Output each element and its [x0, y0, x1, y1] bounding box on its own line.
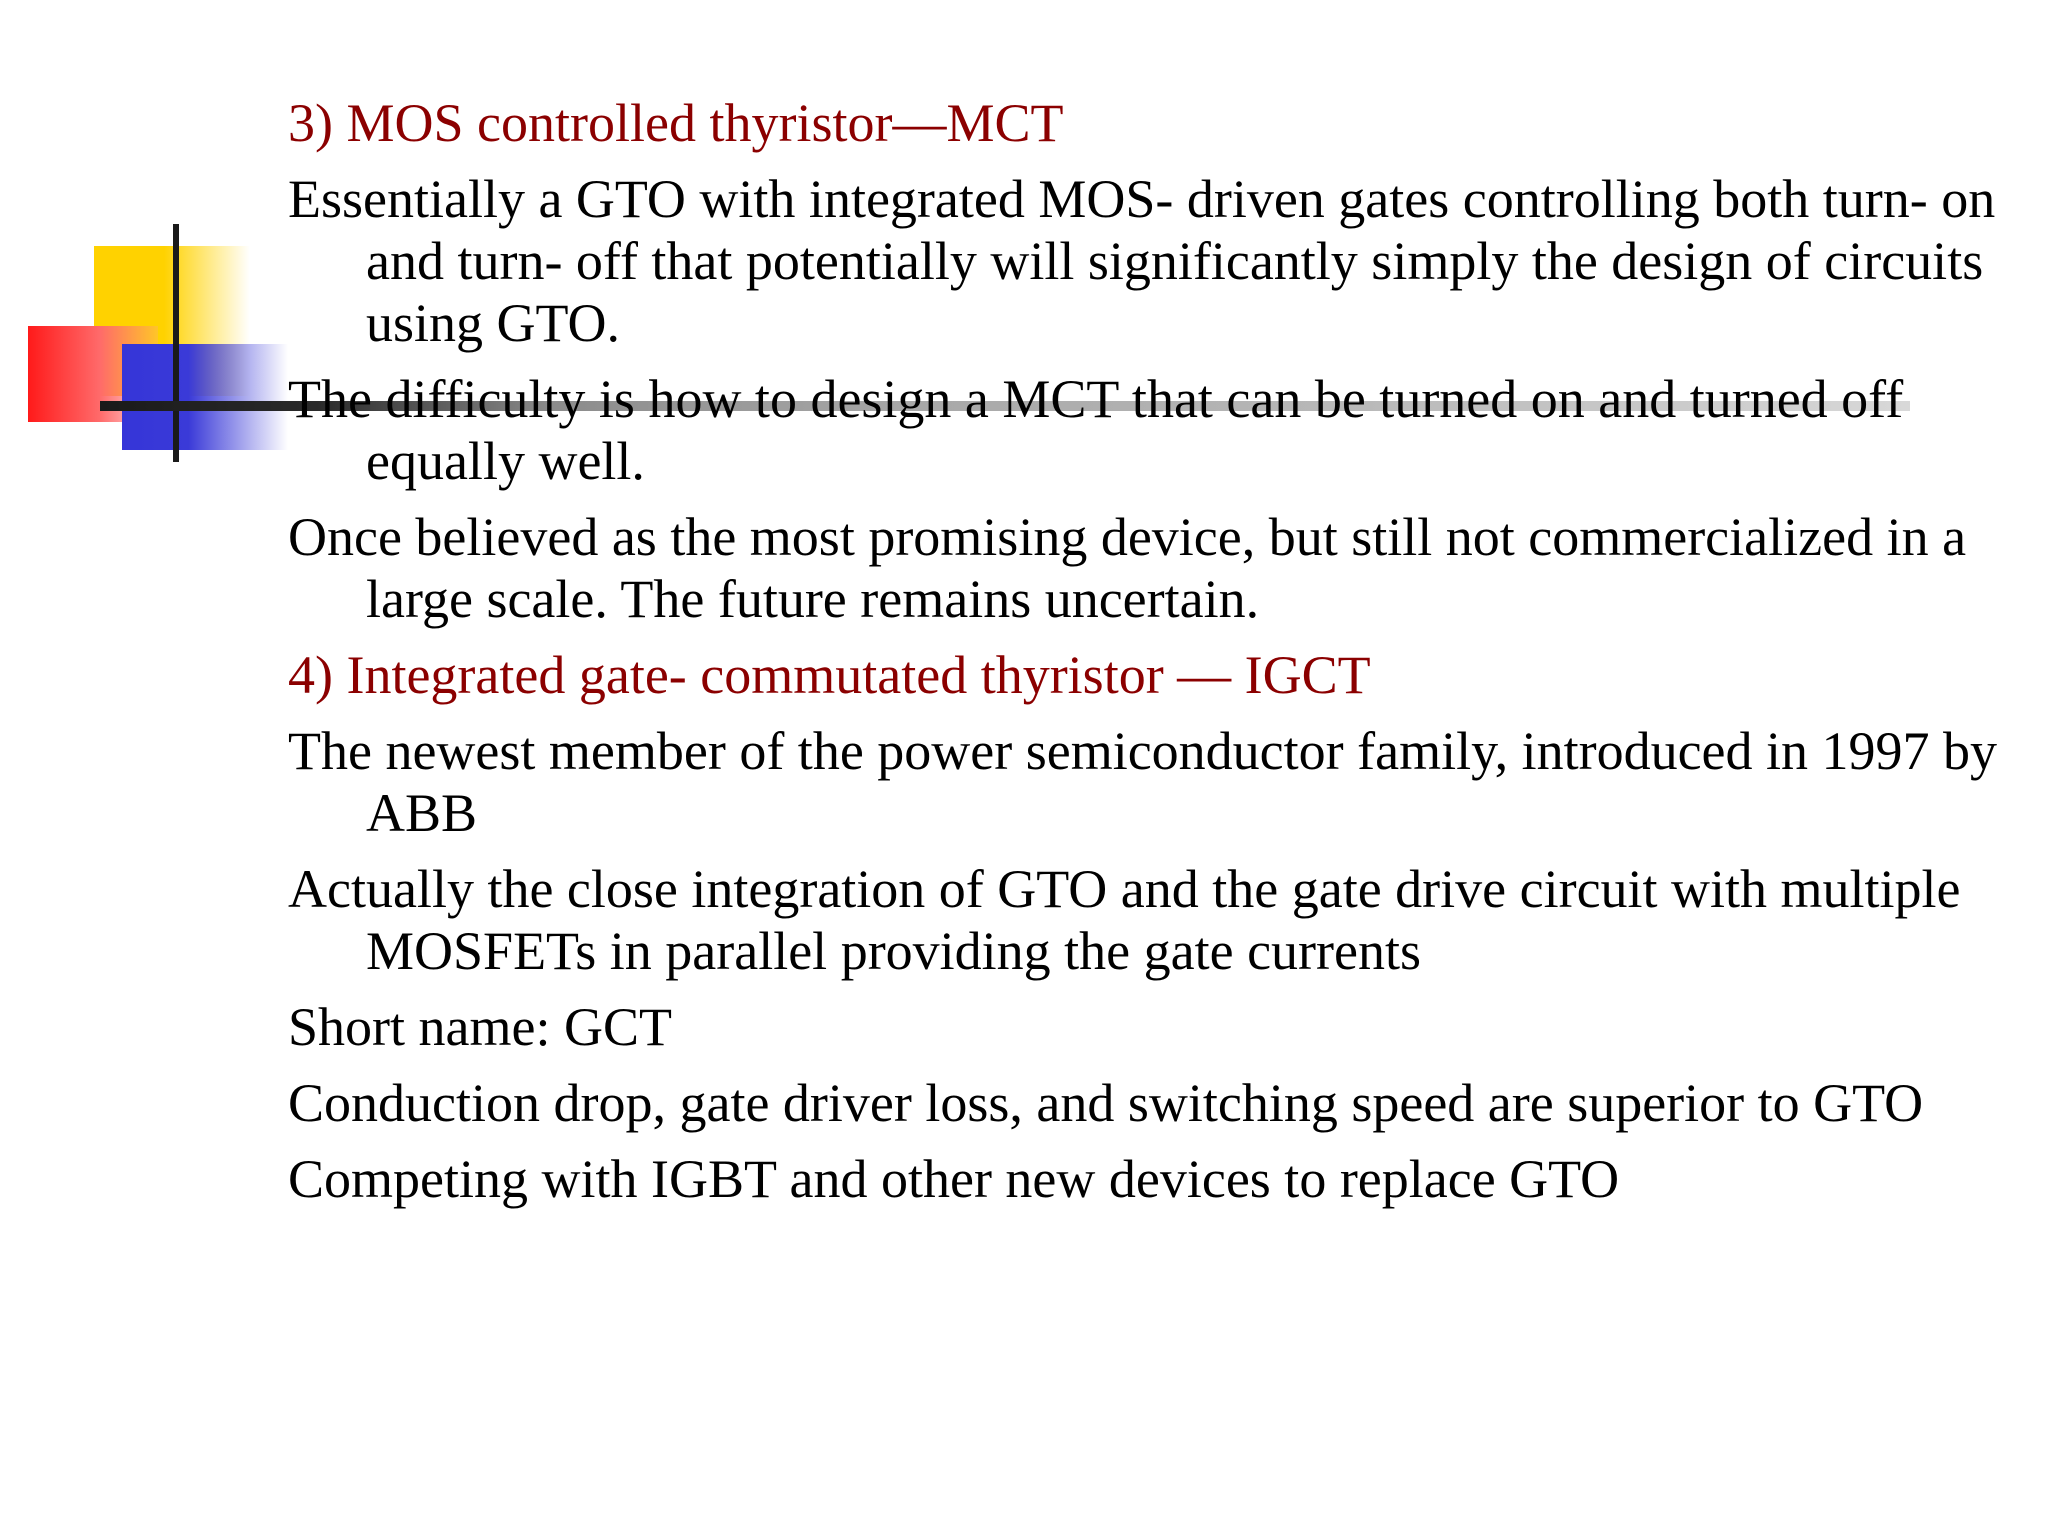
- igct-point-short-name: Short name: GCT: [288, 997, 672, 1057]
- igct-point-integration: Actually the close integration of GTO and the gate drive circuit with multiple MOSFETs in parallel providing the gate currents: [288, 859, 1961, 981]
- slide-content: [288, 92, 2008, 1224]
- igct-point-newest-member: The newest member of the power semiconductor family, introduced in 1997 by ABB: [288, 721, 1998, 843]
- section-heading-igct: 4) Integrated gate- commutated thyristor — IGCT: [288, 645, 1371, 705]
- mct-point-integrated-gates: Essentially a GTO with integrated MOS- driven gates controlling both turn- on and turn- off that potentially will significantly simply the design of circuits using GTO.: [288, 169, 1996, 353]
- blue-square-decoration: [122, 344, 288, 450]
- mct-point-difficulty: The difficulty is how to design a MCT that can be turned on and turned off equally well.: [288, 369, 1904, 491]
- section-heading-mct: 3) MOS controlled thyristor—MCT: [288, 93, 1064, 153]
- igct-point-competition: Competing with IGBT and other new devices to replace GTO: [288, 1149, 1620, 1209]
- vertical-rule-decoration: [173, 224, 179, 462]
- igct-point-performance: Conduction drop, gate driver loss, and switching speed are superior to GTO: [288, 1073, 1924, 1133]
- mct-point-outlook: Once believed as the most promising device, but still not commercialized in a large scale. The future remains uncertain.: [288, 507, 1967, 629]
